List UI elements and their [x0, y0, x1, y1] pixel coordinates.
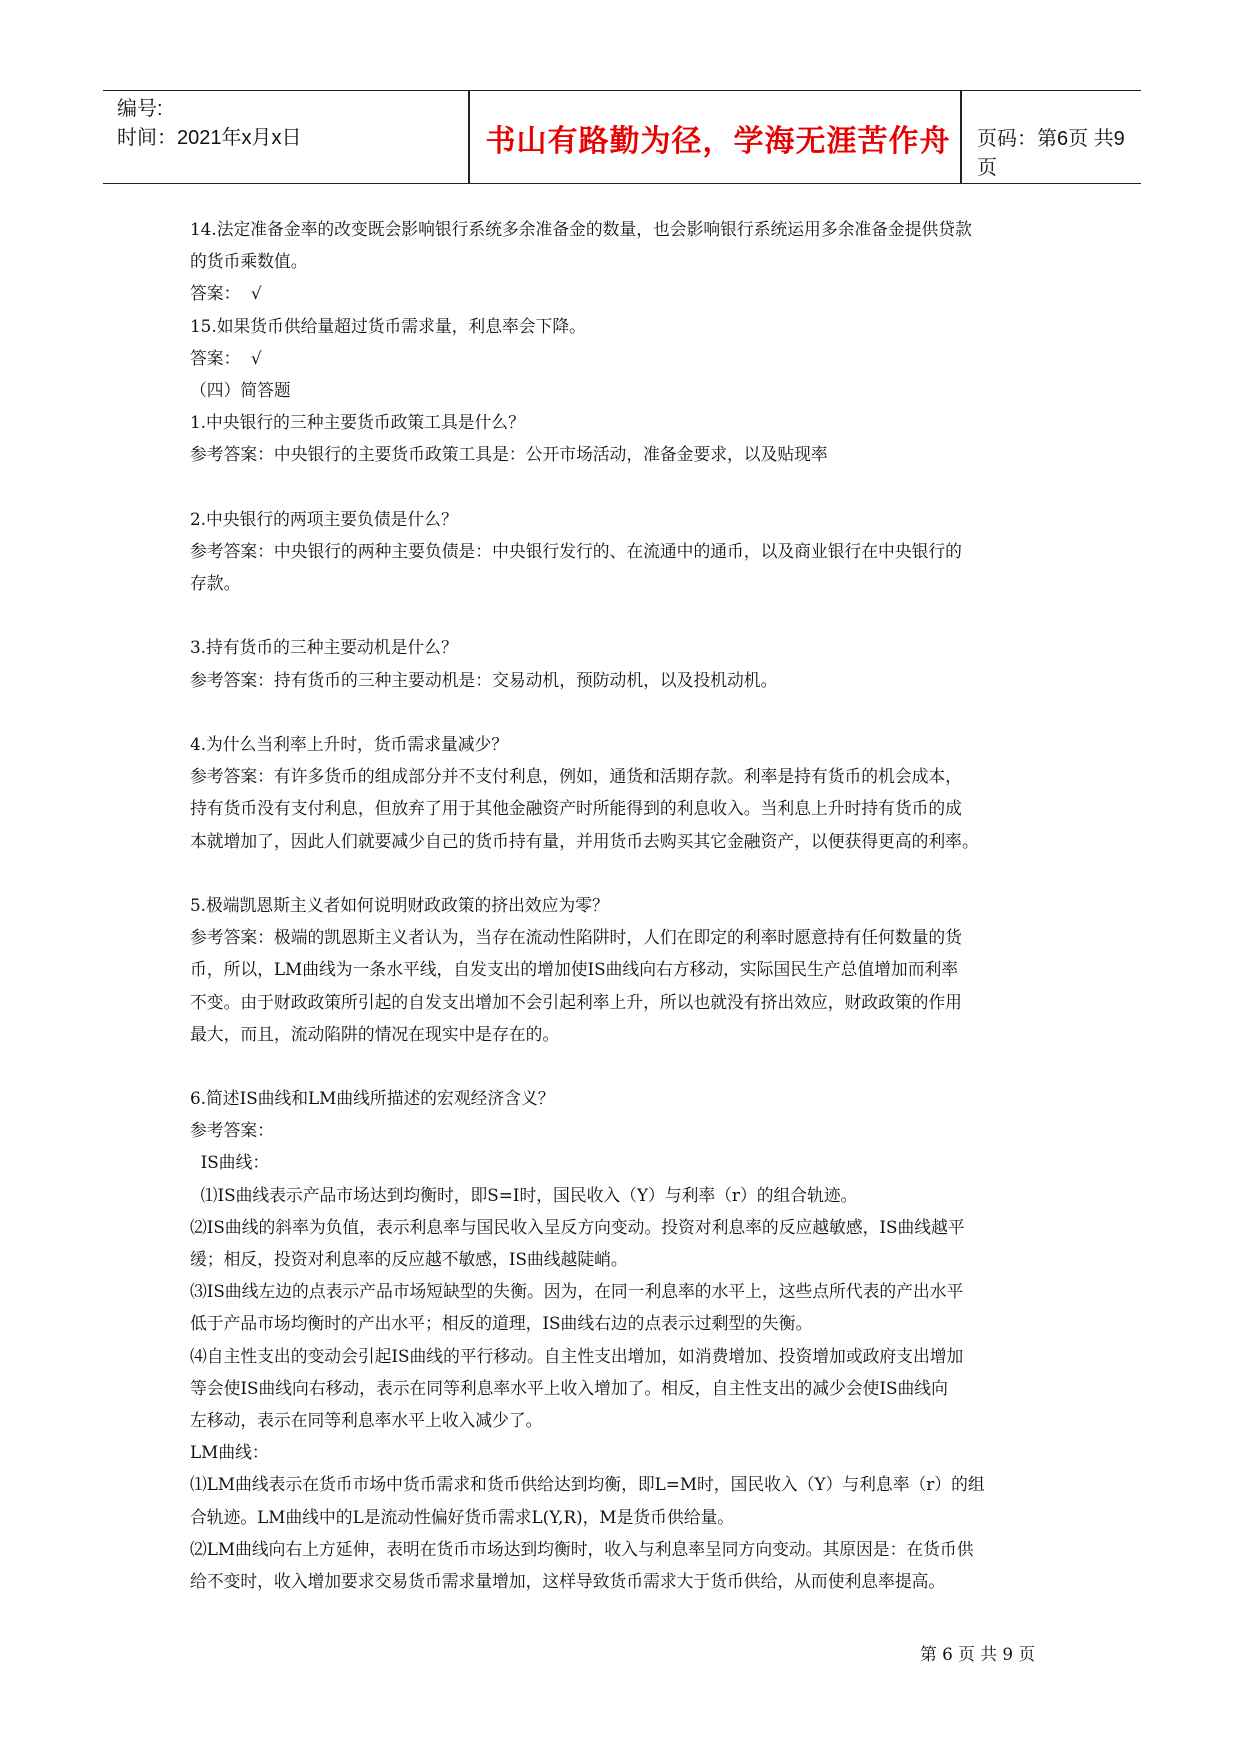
page-footer: 第 6 页 共 9 页: [920, 1644, 1036, 1664]
text-line: ⑵IS曲线的斜率为负值，表示利息率与国民收入呈反方向变动。投资对利息率的反应越敏感，IS曲线越平: [190, 1216, 965, 1237]
page-number-label: 页码：第6页 共9页: [977, 128, 1125, 179]
text-line: 持有货币没有支付利息，但放弃了用于其他金融资产时所能得到的利息收入。当利息上升时持有货币的成: [190, 798, 962, 819]
text-line: 低于产品市场均衡时的产出水平；相反的道理，IS曲线右边的点表示过剩型的失衡。: [190, 1313, 813, 1334]
text-line: 参考答案：中央银行的主要货币政策工具是：公开市场活动，准备金要求，以及贴现率: [190, 444, 828, 465]
text-line: 本就增加了，因此人们就要减少自己的货币持有量，并用货币去购买其它金融资产，以便获得更高的利率。: [190, 830, 979, 851]
text-line: LM曲线：: [190, 1442, 269, 1463]
blank-line: [190, 471, 1065, 503]
header-info: [117, 95, 302, 153]
text-line: 5.极端凯恩斯主义者如何说明财政政策的挤出效应为零？: [190, 894, 609, 915]
text-line: 左移动，表示在同等利息率水平上收入减少了。: [190, 1409, 543, 1430]
text-line: 不变。由于财政政策所引起的自发支出增加不会引起利率上升，所以也就没有挤出效应，财政政策的作用: [190, 991, 962, 1012]
text-line: 参考答案：极端的凯恩斯主义者认为，当存在流动性陷阱时，人们在即定的利率时愿意持有任何数量的货: [190, 927, 962, 948]
text-line: 15.如果货币供给量超过货币需求量，利息率会下降。: [190, 315, 586, 336]
header-motto: 书山有路勤为径，学海无涯苦作舟: [485, 124, 951, 159]
text-line: 2.中央银行的两项主要负债是什么？: [190, 508, 458, 529]
time-label: 时间：2021年x月x日: [117, 127, 302, 149]
text-line: ⑷自主性支出的变动会引起IS曲线的平行移动。自主性支出增加，如消费增加、投资增加或政府支出增加: [190, 1345, 964, 1366]
text-line: 答案： √: [190, 347, 262, 368]
page-header: [103, 90, 1141, 184]
text-line: 给不变时，收入增加要求交易货币需求量增加，这样导致货币需求大于货币供给，从而使利息率提高。: [190, 1570, 946, 1591]
text-line: 14.法定准备金率的改变既会影响银行系统多余准备金的数量，也会影响银行系统运用多余准备金提供贷款: [190, 219, 972, 239]
header-divider: [960, 91, 962, 183]
text-line: ⑴IS曲线表示产品市场达到均衡时，即S=I时，国民收入（Y）与利率（r）的组合轨迹。: [190, 1184, 858, 1205]
text-line: 参考答案：持有货币的三种主要动机是：交易动机，预防动机，以及投机动机。: [190, 669, 778, 690]
blank-line: [190, 696, 1065, 728]
text-line: 3.持有货币的三种主要动机是什么？: [190, 637, 458, 658]
text-line: 最大，而且，流动陷阱的情况在现实中是存在的。: [190, 1023, 560, 1044]
text-line: 存款。: [190, 573, 241, 594]
number-label: 编号:: [117, 98, 163, 120]
text-line: 1.中央银行的三种主要货币政策工具是什么？: [190, 412, 525, 433]
blank-line: [190, 1050, 1065, 1082]
text-line: 参考答案：有许多货币的组成部分并不支付利息，例如，通货和活期存款。利率是持有货币的机会成本，: [190, 766, 962, 787]
text-line: 币，所以，LM曲线为一条水平线，自发支出的增加使IS曲线向右方移动，实际国民生产总值增加而利率: [190, 959, 959, 980]
blank-line: [190, 857, 1065, 889]
text-line: 的货币乘数值。: [190, 251, 308, 272]
text-line: ⑴LM曲线表示在货币市场中货币需求和货币供给达到均衡，即L=M时，国民收入（Y）与利息率（r）的组: [190, 1474, 985, 1495]
text-line: 等会使IS曲线向右移动，表示在同等利息率水平上收入增加了。相反，自主性支出的减少会使IS曲线向: [190, 1377, 948, 1398]
text-line: ⑶IS曲线左边的点表示产品市场短缺型的失衡。因为，在同一利息率的水平上，这些点所代表的产出水平: [190, 1281, 964, 1302]
header-divider: [468, 91, 470, 183]
text-line: 4.为什么当利率上升时，货币需求量减少？: [190, 734, 509, 754]
text-line: IS曲线：: [190, 1152, 270, 1173]
text-line: 合轨迹。LM曲线中的L是流动性偏好货币需求L(Y,R)，M是货币供给量。: [190, 1506, 735, 1527]
text-line: 6.简述IS曲线和LM曲线所描述的宏观经济含义？: [190, 1088, 555, 1109]
document-body: [190, 213, 1065, 1597]
text-line: 参考答案：: [190, 1120, 274, 1141]
text-line: 答案： √: [190, 283, 262, 304]
text-line: ⑵LM曲线向右上方延伸，表明在货币市场达到均衡时，收入与利息率呈同方向变动。其原因是：在货币供: [190, 1538, 974, 1559]
blank-line: [190, 599, 1065, 631]
text-line: （四）简答题: [190, 379, 291, 400]
text-line: 参考答案：中央银行的两种主要负债是：中央银行发行的、在流通中的通币，以及商业银行在中央银行的: [190, 540, 962, 561]
text-line: 缓；相反，投资对利息率的反应越不敏感，IS曲线越陡峭。: [190, 1249, 628, 1269]
